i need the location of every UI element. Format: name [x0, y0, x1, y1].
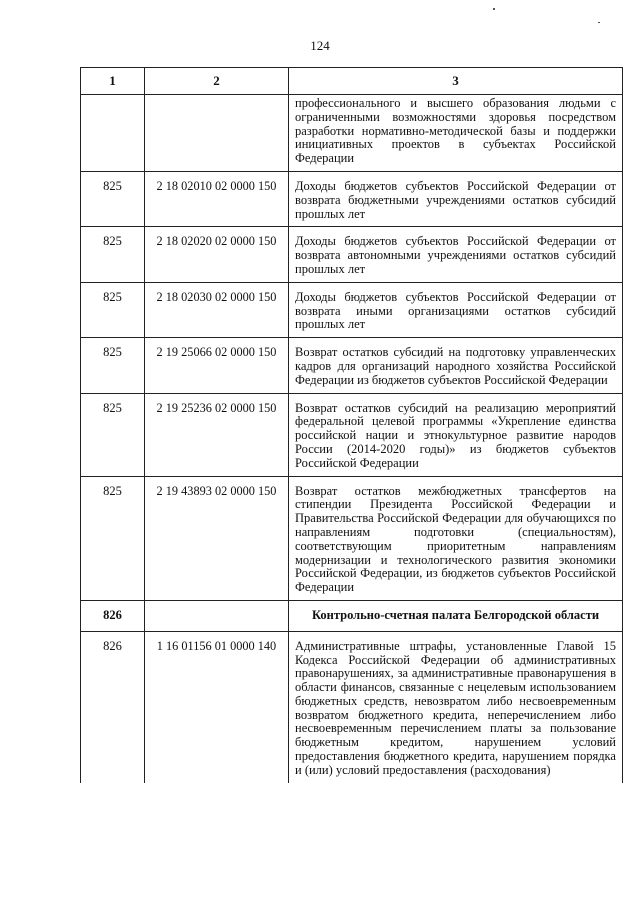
description-cell: Доходы бюджетов субъектов Российской Федерации от возврата иными организациями остатков субсидий прошлых лет — [289, 282, 623, 337]
admin-code-cell: 825 — [81, 227, 145, 282]
description-cell: Доходы бюджетов субъектов Российской Федерации от возврата автономными учреждениями остатков субсидий прошлых лет — [289, 227, 623, 282]
admin-code-cell: 825 — [81, 282, 145, 337]
table-header-row — [81, 68, 623, 95]
table-row — [81, 631, 623, 782]
budget-code-cell: 2 19 25066 02 0000 150 — [145, 338, 289, 393]
page-number: 124 — [310, 38, 330, 53]
description-cell: Возврат остатков субсидий на подготовку управленческих кадров для организаций народного хозяйства Российской Федерации из бюджетов субъектов Российской Федерации — [289, 338, 623, 393]
table-row — [81, 227, 623, 282]
description-cell: профессионального и высшего образования людьми с ограниченными возможностями здоровья посредством разработки нормативно-методической базы и поддержки инициативных проектов в субъектах Российской Федерации — [289, 95, 623, 172]
description-cell: Административные штрафы, установленные Главой 15 Кодекса Российской Федерации об административных правонарушениях, за административные правонарушения в области финансов, связанные с нецелевым использованием бюджетных средств, невозвратом либо несвоевременным возвратом бюджетного кредита, неперечислением либо несвоевременным перечислением платы за пользование бюджетным кредитом, нарушением условий предоставления бюджетного кредита, нарушением порядка и (или) условий предоставления (расходования) — [289, 631, 623, 782]
column-header-2: 2 — [145, 68, 289, 95]
table-row — [81, 282, 623, 337]
budget-code-cell: 2 19 25236 02 0000 150 — [145, 393, 289, 476]
description-cell: Возврат остатков субсидий на реализацию мероприятий федеральной целевой программы «Укрепление единства российской нации и этнокультурное развитие народов России (2014-2020 годы)» из бюджетов субъектов Российской Федерации — [289, 393, 623, 476]
budget-code-cell — [145, 600, 289, 631]
budget-code-cell: 2 18 02020 02 0000 150 — [145, 227, 289, 282]
budget-code-cell: 2 19 43893 02 0000 150 — [145, 476, 289, 600]
scan-speck — [493, 8, 495, 10]
admin-code-cell: 825 — [81, 338, 145, 393]
budget-code-cell: 2 18 02010 02 0000 150 — [145, 171, 289, 226]
revenue-code-table — [80, 67, 623, 783]
admin-code-cell: 826 — [81, 631, 145, 782]
column-header-3: 3 — [289, 68, 623, 95]
table-row — [81, 338, 623, 393]
admin-code-cell: 826 — [81, 600, 145, 631]
table-row — [81, 393, 623, 476]
description-cell: Возврат остатков межбюджетных трансфертов на стипендии Президента Российской Федерации и Правительства Российской Федерации для обучающихся по направлениям подготовки (специальностям), соответствующим приоритетным направлениям модернизации и технологического развития экономики Российской Федерации, из бюджетов субъектов Российской Федерации — [289, 476, 623, 600]
admin-code-cell: 825 — [81, 393, 145, 476]
admin-code-cell: 825 — [81, 476, 145, 600]
description-cell: Доходы бюджетов субъектов Российской Федерации от возврата бюджетными учреждениями остатков субсидий прошлых лет — [289, 171, 623, 226]
column-header-1: 1 — [81, 68, 145, 95]
organization-heading-cell: Контрольно-счетная палата Белгородской области — [289, 600, 623, 631]
admin-code-cell: 825 — [81, 171, 145, 226]
scan-speck — [598, 22, 600, 23]
table-row-section-heading — [81, 600, 623, 631]
table-row — [81, 95, 623, 172]
budget-code-cell: 2 18 02030 02 0000 150 — [145, 282, 289, 337]
table-row — [81, 171, 623, 226]
table-row — [81, 476, 623, 600]
budget-code-cell — [145, 95, 289, 172]
budget-code-cell: 1 16 01156 01 0000 140 — [145, 631, 289, 782]
admin-code-cell — [81, 95, 145, 172]
